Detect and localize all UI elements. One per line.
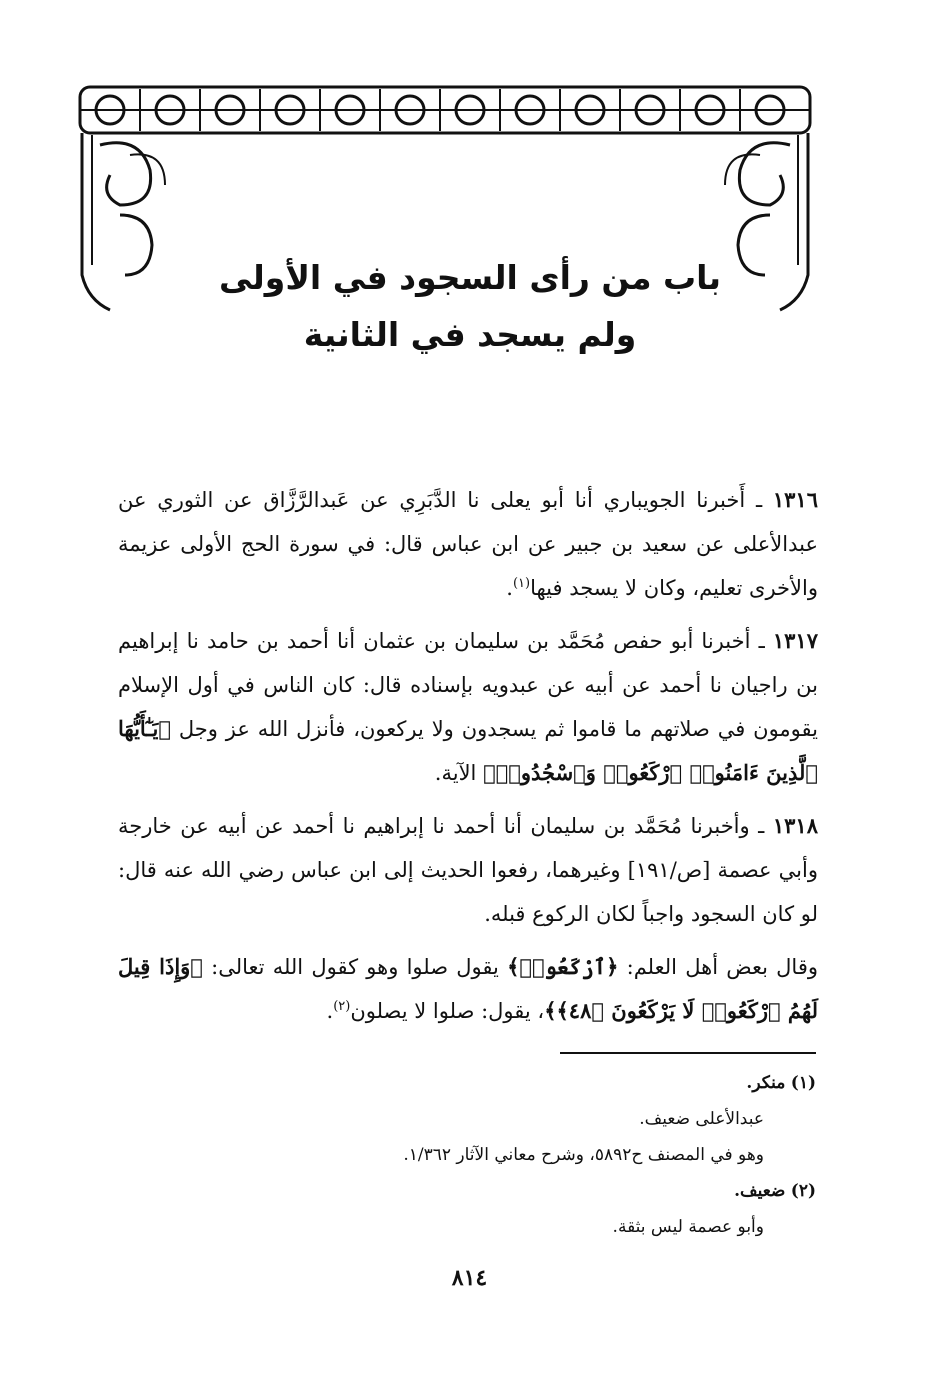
comment-text-b: يقول صلوا وهو كقول الله تعالى: [202,955,508,979]
main-text [118,478,818,1042]
hadith-text: ـ أَخبرنا الجويباري أنا أبو يعلى نا الدَّبَرِي عن عَبدالرَّزَّاق عن الثوري عن عبدالأعلى عن سعيد بن جبير عن ابن عباس قال: في سورة الحج الأولى عزيمة والأخرى تعليم، وكان لا يسجد فيها [118,488,818,600]
comment-text-c: ، يقول: صلوا لا يصلون [350,999,545,1023]
page-number: ٨١٤ [451,1265,488,1291]
hadith-number: ١٣١٨ [772,813,818,838]
hadith-number: ١٣١٦ [772,487,818,512]
chapter-title-line-2: ولم يسجد في الثانية [303,315,637,354]
quran-verse-a: ﴿ٱرْكَعُوا۟﴾ [507,954,619,979]
chapter-title-line-1: باب من رأى السجود في الأولى [219,258,721,297]
footnote-separator [560,1052,816,1054]
quran-verse: ﴿يَـٰٓأَيُّهَا ٱلَّذِينَ ءَامَنُوا۟ ٱرْكَعُوا۟ وَٱسْجُدُوا۟﴾ [118,716,818,785]
footnote-ref: (٢) [333,999,351,1014]
footnote-marker: (٢) [790,1181,816,1201]
footnotes [150,1065,816,1245]
hadith-1316 [118,478,818,610]
quran-verse-b: ﴿وَإِذَا قِيلَ لَهُمُ ٱرْكَعُوا۟ لَا يَرْكَعُونَ ﴿٤٨﴾﴾ [118,954,818,1023]
hadith-1318 [118,804,818,936]
footnote-ref: (١) [512,576,531,591]
footnote-1 [150,1065,816,1101]
hadith-number: ١٣١٧ [772,628,818,653]
footnote-2 [150,1173,816,1209]
sentence-end: . [326,999,334,1023]
footnote-2-line-2: وأبو عصمة ليس بثقة. [612,1217,764,1237]
sentence-end: الآية. [434,761,484,785]
footnote-1-line-2: عبدالأعلى ضعيف. [639,1109,764,1129]
sentence-end: . [506,576,513,600]
hadith-1317 [118,619,818,795]
comment-text-a: وقال بعض أهل العلم: [618,955,818,979]
footnote-grade: منكر. [746,1073,786,1093]
hadith-text: ـ أخبرنا أبو حفص مُحَمَّد بن سليمان بن عثمان أنا أحمد بن حامد نا إبراهيم بن راجيان نا أحمد عن أبيه عن عبدويه بإسناده قال: كان الناس في أول الإسلام يقومون في صلاتهم ما قاموا ثم يسجدون ولا يركعون، فأنزل الله عز وجل [118,629,818,741]
hadith-text: ـ وأخبرنا مُحَمَّد بن سليمان أنا أحمد نا إبراهيم نا أحمد عن أبيه عن خارجة وأبي عصمة [ص/١٩١] وغيرهما، رفعوا الحديث إلى ابن عباس رضي الله عنه قال: لو كان السجود واجباً لكان الركوع قبله. [118,814,818,926]
footnote-grade: ضعيف. [734,1181,786,1201]
footnote-1-line-3: وهو في المصنف ح٥٨٩٢، وشرح معاني الآثار ١/٣٦٢. [403,1145,764,1165]
footnote-marker: (١) [790,1073,816,1093]
scholar-comment [118,945,818,1033]
